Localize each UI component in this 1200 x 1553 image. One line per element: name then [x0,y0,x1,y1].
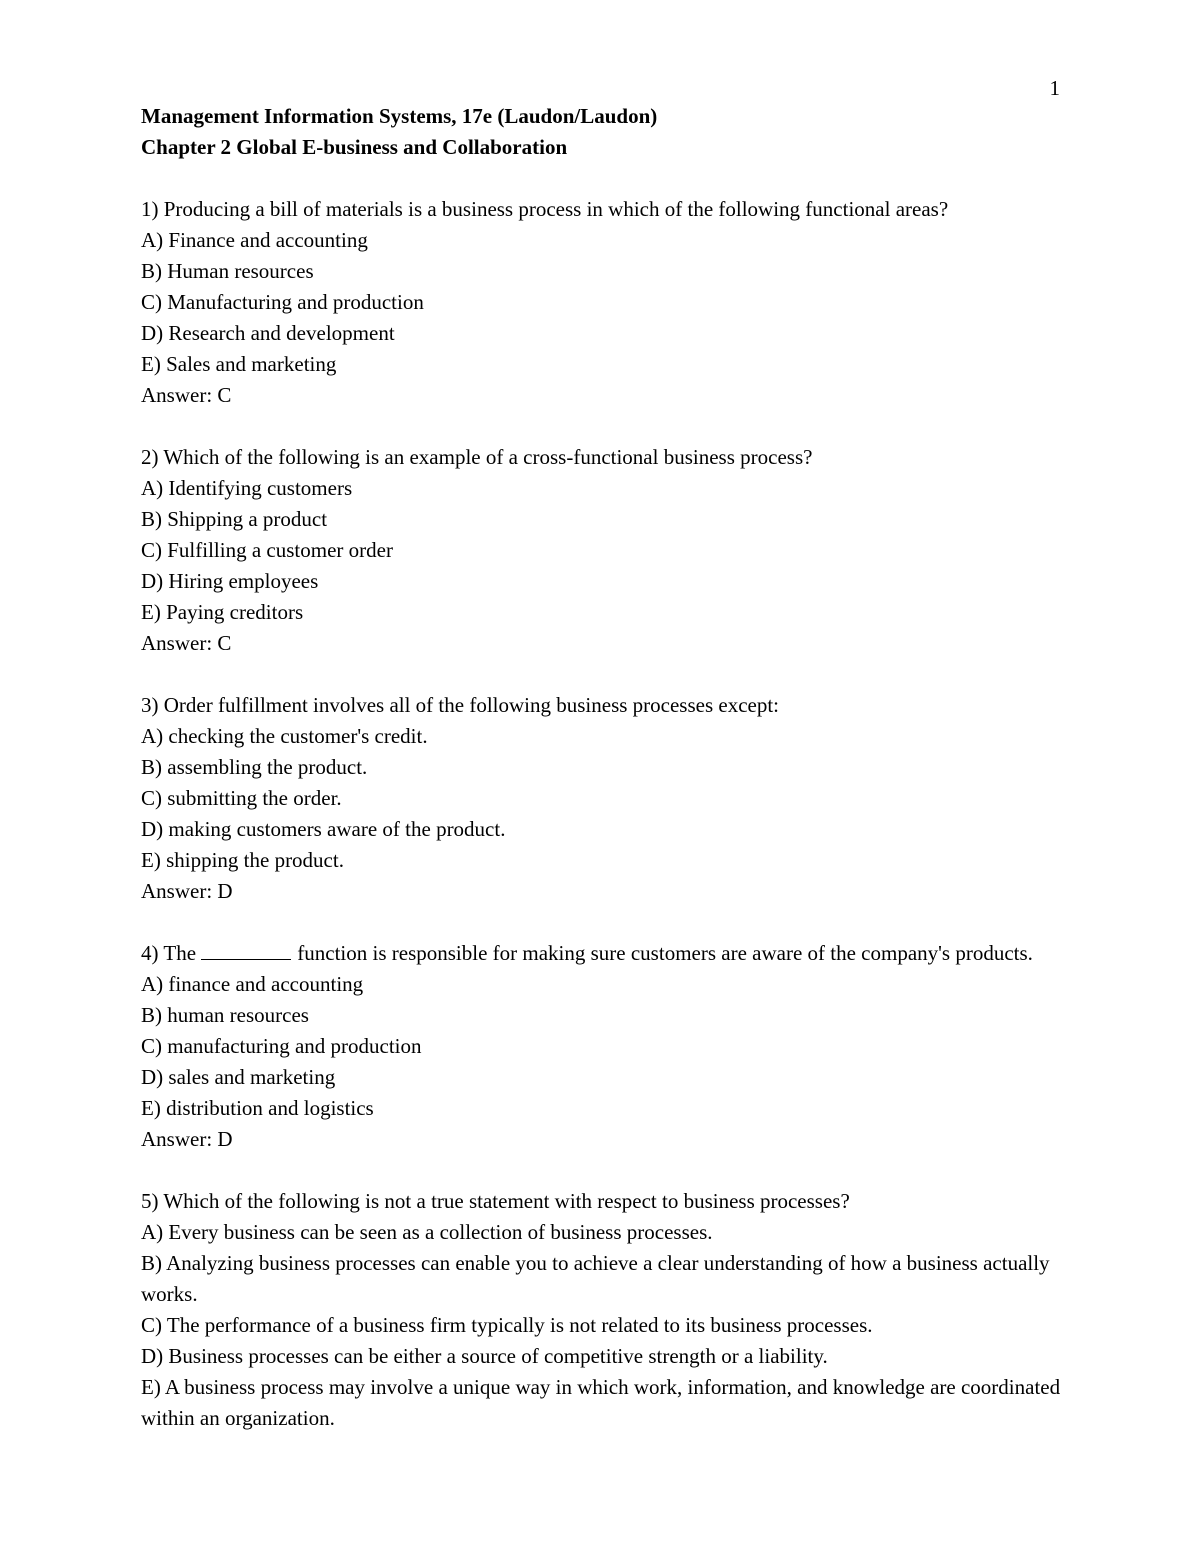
option-c: C) manufacturing and production [141,1034,422,1058]
option-c: C) The performance of a business firm typically is not related to its business processes. [141,1313,873,1337]
option-b: B) Human resources [141,259,314,283]
option-d: D) Research and development [141,321,395,345]
answer: Answer: D [141,879,233,903]
option-d: D) sales and marketing [141,1065,336,1089]
option-c: C) Manufacturing and production [141,290,424,314]
option-d: D) making customers aware of the product. [141,817,506,841]
question-2 [141,442,1066,659]
option-e: E) Sales and marketing [141,352,337,376]
option-e: E) Paying creditors [141,600,304,624]
option-e: E) distribution and logistics [141,1096,374,1120]
option-a: A) Identifying customers [141,476,353,500]
document-body [141,101,1066,1434]
stem-after-blank: function is responsible for making sure customers are aware of the company's products. [297,941,1033,965]
option-b: B) human resources [141,1003,309,1027]
question-3 [141,690,1066,907]
spacer [141,1155,1066,1186]
question-stem [141,938,1066,969]
option-a: A) Every business can be seen as a collection of business processes. [141,1220,713,1244]
question-stem: 5) Which of the following is not a true statement with respect to business processes? [141,1189,850,1213]
answer: Answer: C [141,383,232,407]
question-1 [141,194,1066,411]
spacer [141,659,1066,690]
question-stem: 3) Order fulfillment involves all of the following business processes except: [141,693,780,717]
option-c: C) Fulfilling a customer order [141,538,393,562]
spacer [141,907,1066,938]
chapter-title: Chapter 2 Global E-business and Collaboration [141,135,568,159]
option-e: E) shipping the product. [141,848,344,872]
book-title: Management Information Systems, 17e (Laudon/Laudon) [141,104,658,128]
option-d: D) Hiring employees [141,569,319,593]
option-e: E) A business process may involve a unique way in which work, information, and knowledge are coordinated within an organization. [141,1375,1061,1430]
question-4 [141,938,1066,1155]
question-stem: 2) Which of the following is an example of a cross-functional business process? [141,445,813,469]
spacer [141,411,1066,442]
question-stem: 1) Producing a bill of materials is a business process in which of the following functional areas? [141,197,949,221]
option-d: D) Business processes can be either a source of competitive strength or a liability. [141,1344,828,1368]
stem-before-blank: 4) The [141,941,197,965]
fill-in-blank [201,941,291,960]
page-number: 1 [1049,76,1060,100]
option-a: A) Finance and accounting [141,228,368,252]
option-a: A) finance and accounting [141,972,364,996]
option-a: A) checking the customer's credit. [141,724,428,748]
option-b: B) Analyzing business processes can enable you to achieve a clear understanding of how a business actually works. [141,1251,1050,1306]
answer: Answer: C [141,631,232,655]
spacer [141,163,1066,194]
option-c: C) submitting the order. [141,786,342,810]
option-b: B) assembling the product. [141,755,368,779]
option-b: B) Shipping a product [141,507,328,531]
answer: Answer: D [141,1127,233,1151]
question-5 [141,1186,1066,1434]
